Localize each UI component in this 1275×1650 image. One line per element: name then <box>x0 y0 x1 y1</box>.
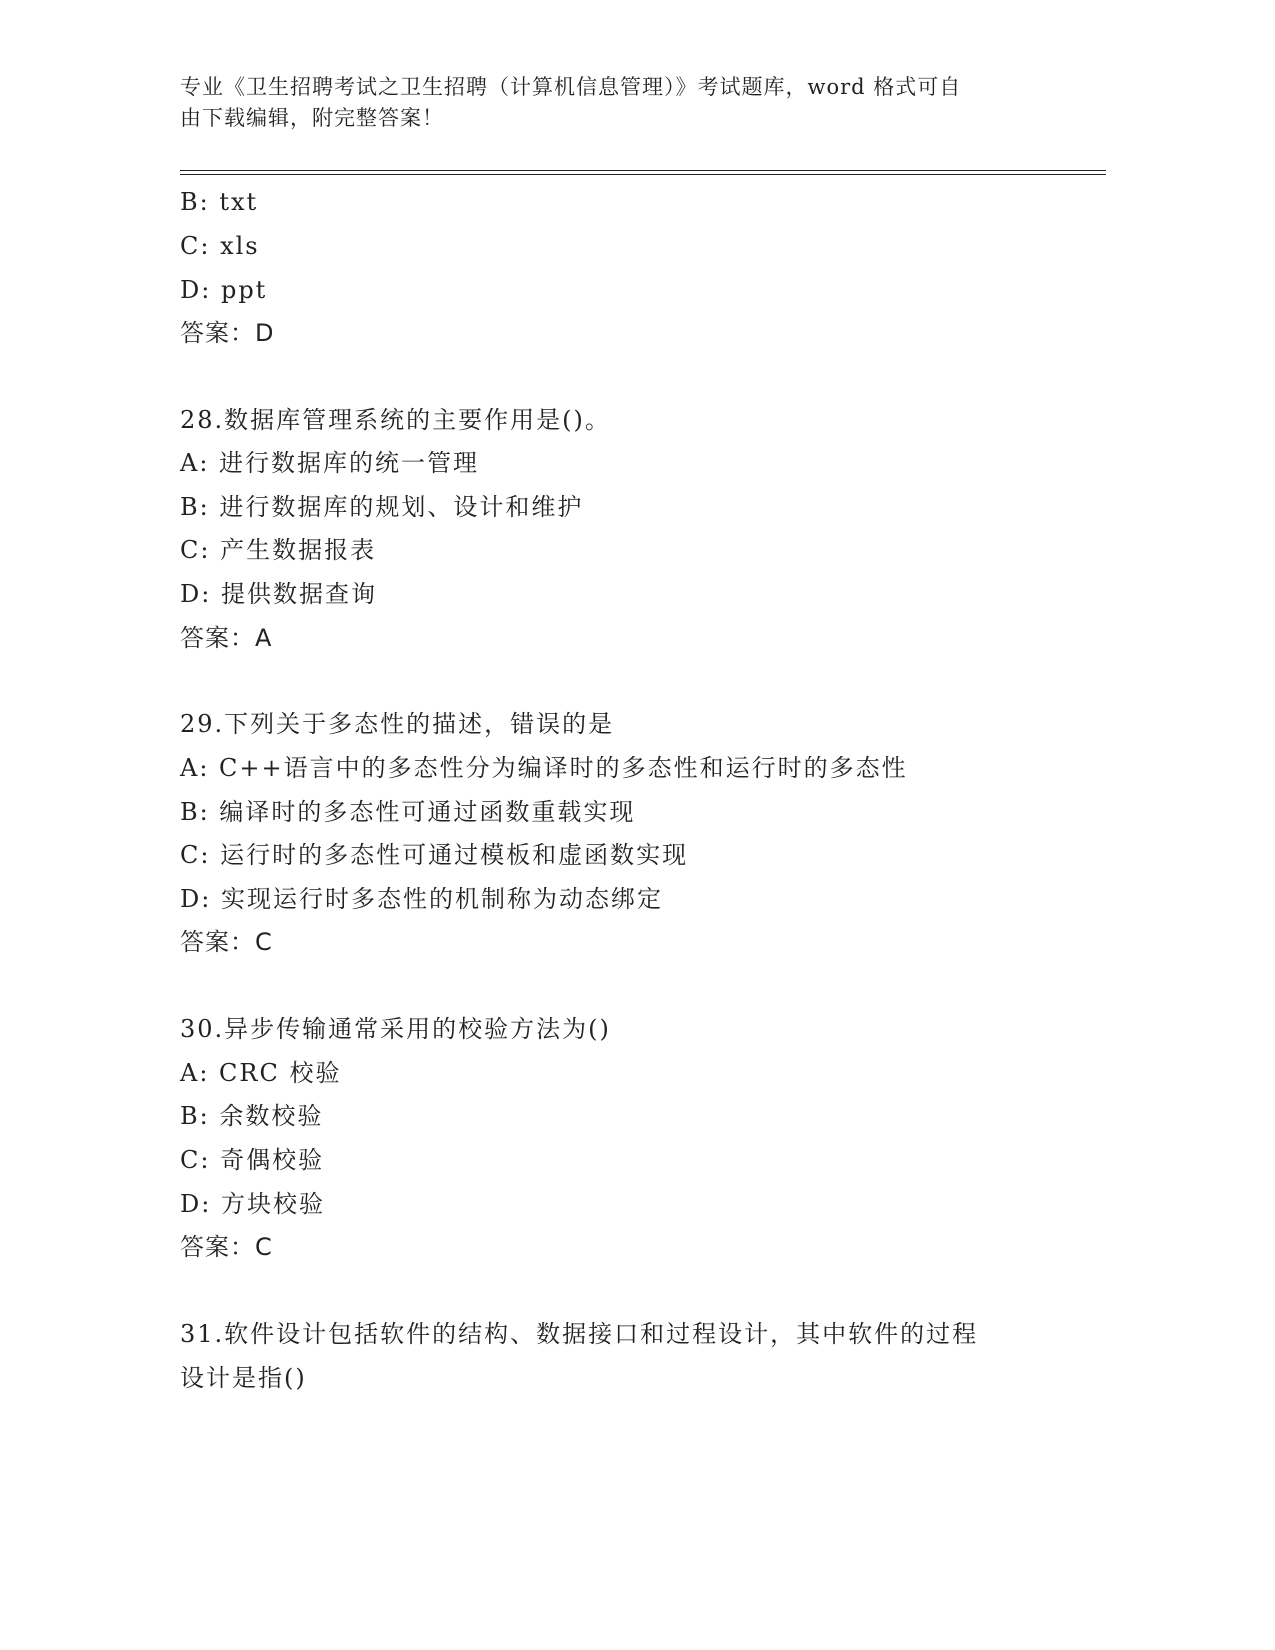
q30-option-a: A: CRC 校验 <box>180 1059 342 1087</box>
q28-option-c: C: 产生数据报表 <box>180 536 377 564</box>
q28-option-a: A: 进行数据库的统一管理 <box>180 449 480 477</box>
q27-option-d: D: ppt <box>180 276 268 304</box>
q30-answer: 答案：C <box>180 1233 273 1261</box>
q27-answer: 答案：D <box>180 319 275 347</box>
q30-option-c: C: 奇偶校验 <box>180 1146 325 1174</box>
q28-option-d: D: 提供数据查询 <box>180 580 377 608</box>
q30-option-b: B: 余数校验 <box>180 1102 324 1130</box>
q29-option-d: D: 实现运行时多态性的机制称为动态绑定 <box>180 885 663 913</box>
q30-option-d: D: 方块校验 <box>180 1190 325 1218</box>
q30-stem: 30.异步传输通常采用的校验方法为() <box>180 1015 611 1043</box>
q29-option-a: A: C++语言中的多态性分为编译时的多态性和运行时的多态性 <box>180 754 908 782</box>
q27-option-b: B: txt <box>180 188 259 216</box>
q27-option-c: C: xls <box>180 232 260 260</box>
q29-stem: 29.下列关于多态性的描述，错误的是 <box>180 710 615 738</box>
q29-option-b: B: 编译时的多态性可通过函数重载实现 <box>180 798 636 826</box>
header-line-2: 由下载编辑，附完整答案！ <box>180 106 444 130</box>
q29-answer: 答案：C <box>180 928 273 956</box>
header-divider-bottom <box>180 174 1106 175</box>
header-divider-top <box>180 170 1106 171</box>
q31-stem-line-1: 31.软件设计包括软件的结构、数据接口和过程设计，其中软件的过程 <box>180 1320 979 1348</box>
q28-option-b: B: 进行数据库的规划、设计和维护 <box>180 493 584 521</box>
q28-answer: 答案：A <box>180 624 273 652</box>
header-line-1: 专业《卫生招聘考试之卫生招聘（计算机信息管理）》考试题库，word 格式可自 <box>180 75 962 99</box>
q28-stem: 28.数据库管理系统的主要作用是()。 <box>180 406 611 434</box>
document-header <box>180 72 1060 134</box>
q31-stem-line-2: 设计是指() <box>180 1364 307 1392</box>
q29-option-c: C: 运行时的多态性可通过模板和虚函数实现 <box>180 841 689 869</box>
